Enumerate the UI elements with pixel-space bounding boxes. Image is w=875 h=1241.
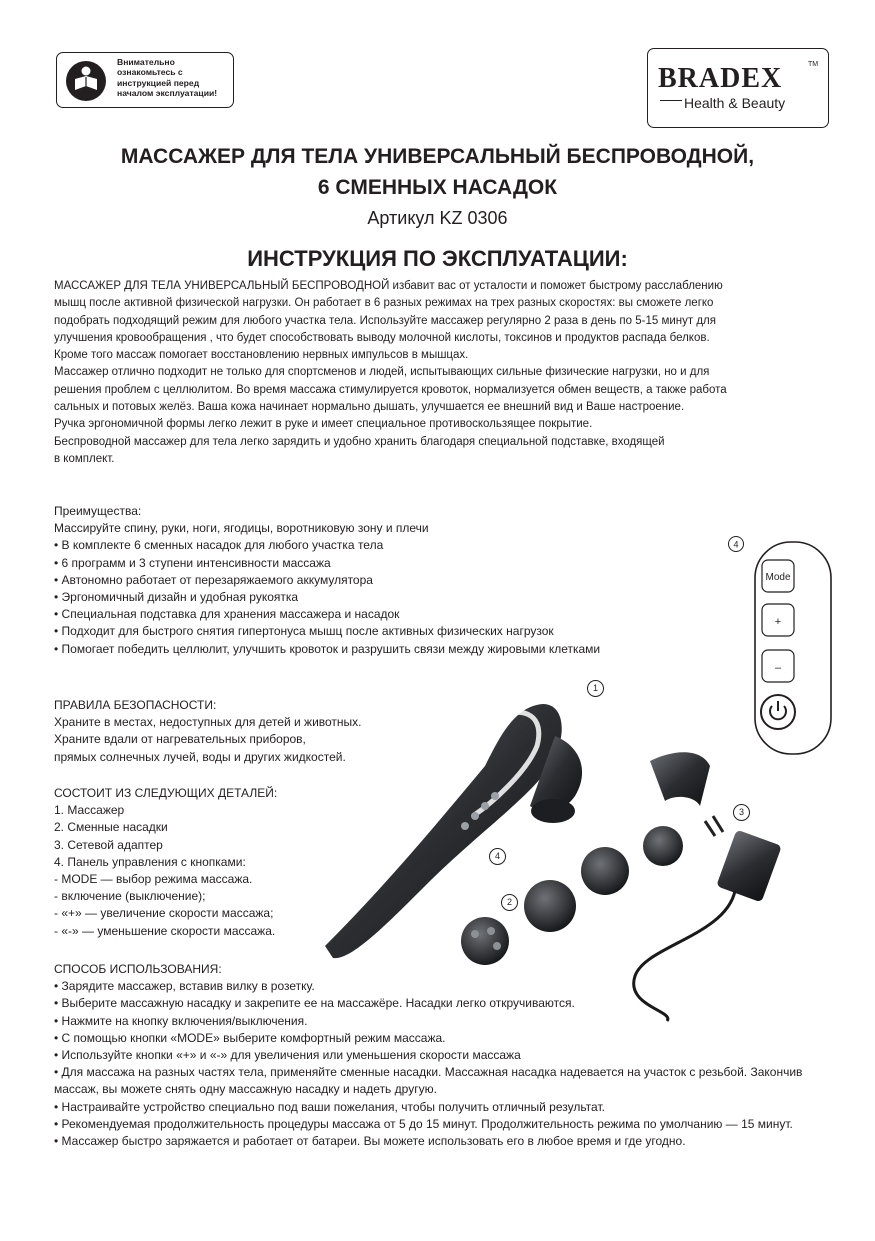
advantage-item: • Помогает победить целлюлит, улучшить кровоток и разрушить связи между жировыми клетками <box>54 641 601 656</box>
product-title-line2: 6 СМЕННЫХ НАСАДОК <box>317 176 558 199</box>
safety-item: Храните в местах, недоступных для детей и животных. <box>54 715 362 730</box>
intro-line: в комплект. <box>54 452 115 465</box>
intro-line: Беспроводной массажер для тела легко зарядить и удобно хранить благодаря специальной подставке, входящей <box>54 435 665 448</box>
manual-heading: ИНСТРУКЦИЯ ПО ЭКСПЛУАТАЦИИ: <box>247 246 628 271</box>
safety-heading: ПРАВИЛА БЕЗОПАСНОСТИ: <box>54 698 217 712</box>
photo-callout-4: 4 <box>489 848 506 865</box>
advantage-item: • Автономно работает от перезаряжаемого аккумулятора <box>54 572 373 587</box>
brand-logo <box>647 48 829 128</box>
read-manual-icon <box>65 60 107 102</box>
intro-line: решения проблем с целлюлитом. Во время массажа стимулируется кровоток, нормализуется обмен веществ, а также работа <box>54 383 727 396</box>
safety-item: прямых солнечных лучей, воды и других жидкостей. <box>54 749 346 764</box>
brand-trademark: TM <box>808 61 819 68</box>
advantages-heading: Преимущества: <box>54 504 142 518</box>
part-item: - включение (выключение); <box>54 889 206 904</box>
product-photo <box>305 676 825 1036</box>
attachment-round <box>524 880 576 932</box>
advantage-item: Массируйте спину, руки, ноги, ягодицы, воротниковую зону и плечи <box>54 521 429 536</box>
usage-item: • Используйте кнопки «+» и «-» для увеличения или уменьшения скорости массажа <box>54 1048 521 1063</box>
brand-divider <box>660 100 682 101</box>
advantages-section <box>54 503 600 658</box>
intro-line: сальных и потовых желёз. Ваша кожа начинает нормально дышать, улучшается ее внешний вид и Ваше настроение. <box>54 401 685 414</box>
usage-item: • Массажер быстро заряжается и работает от батареи. Вы можете использовать его в любое время и где угодно. <box>54 1134 686 1149</box>
photo-callout-2: 2 <box>501 894 518 911</box>
usage-heading: СПОСОБ ИСПОЛЬЗОВАНИЯ: <box>54 962 222 976</box>
part-item: - MODE — выбор режима массажа. <box>54 872 253 887</box>
massager-illustration <box>305 676 825 1036</box>
intro-line: мышц после активной физической нагрузки. Он работает в 6 разных режимах на трех разных скоростях: вы сможете легко <box>54 297 714 310</box>
advantage-item: • В комплекте 6 сменных насадок для любого участка тела <box>54 538 384 553</box>
part-item: 4. Панель управления с кнопками: <box>54 854 246 869</box>
usage-item: • Рекомендуемая продолжительность процедуры массажа от 5 до 15 минут. Продолжительность режима по умолчанию — 15 минут. <box>54 1116 793 1131</box>
attachment-ball <box>643 826 683 866</box>
part-item: - «-» — уменьшение скорости массажа. <box>54 923 276 938</box>
minus-label: – <box>774 662 782 674</box>
mode-label: Mode <box>765 572 791 583</box>
advantage-item: • 6 программ и 3 ступени интенсивности массажа <box>54 555 331 570</box>
part-item: 3. Сетевой адаптер <box>54 837 163 852</box>
intro-line: Массажер отлично подходит не только для спортсменов и людей, испытывающих сильные физические нагрузки, но и для <box>54 366 710 379</box>
parts-heading: СОСТОИТ ИЗ СЛЕДУЮЩИХ ДЕТАЛЕЙ: <box>54 786 278 800</box>
attachment-spiked <box>581 847 629 895</box>
usage-item: • Выберите массажную насадку и закрепите ее на массажёре. Насадки легко откручиваются. <box>54 996 575 1011</box>
notice-text: Внимательно ознакомьтесь с инструкцией перед началом эксплуатации! <box>117 57 218 99</box>
part-item: - «+» — увеличение скорости массажа; <box>54 906 274 921</box>
usage-item: • Нажмите на кнопку включения/выключения. <box>54 1013 308 1028</box>
massager-body <box>325 704 562 958</box>
product-title-line1: МАССАЖЕР ДЛЯ ТЕЛА УНИВЕРСАЛЬНЫЙ БЕСПРОВОДНОЙ, <box>120 145 755 168</box>
read-instructions-notice <box>56 52 234 108</box>
photo-callout-3: 3 <box>733 804 750 821</box>
brand-name: BRADEX <box>658 63 783 94</box>
advantage-item: • Эргономичный дизайн и удобная рукоятка <box>54 590 299 605</box>
plus-label: + <box>774 616 782 628</box>
usage-item: • Настраивайте устройство специально под ваши пожелания, чтобы получить отличный результат. <box>54 1099 605 1114</box>
adapter-cable <box>634 891 735 1021</box>
intro-line: подобрать подходящий режим для любого участка тела. Используйте массажер регулярно 2 раза в день по 5-15 минут для <box>54 314 716 327</box>
brand-subtitle: Health & Beauty <box>684 95 786 111</box>
intro-line: Кроме того массаж помогает восстановлению нервных импульсов в мышцах. <box>54 349 469 362</box>
photo-callout-1: 1 <box>587 680 604 697</box>
advantage-item: • Подходит для быстрого снятия гипертонуса мышц после активных физических нагрузок <box>54 624 554 639</box>
intro-text <box>54 278 824 468</box>
panel-callout-label: 4 <box>733 539 739 550</box>
attachment-curved <box>650 752 710 806</box>
part-item: 1. Массажер <box>54 803 125 818</box>
intro-line: улучшения кровообращения , что будет способствовать выводу молочной кислоты, токсинов и продуктов распада белков. <box>54 331 710 344</box>
power-adapter <box>716 830 782 903</box>
intro-line: МАССАЖЕР ДЛЯ ТЕЛА УНИВЕРСАЛЬНЫЙ БЕСПРОВОДНОЙ избавит вас от усталости и поможет быстрому расслаблению <box>54 280 723 292</box>
usage-item: • Зарядите массажер, вставив вилку в розетку. <box>54 979 315 994</box>
advantage-item: • Специальная подставка для хранения массажера и насадок <box>54 607 400 622</box>
usage-item: • Для массажа на разных частях тела, применяйте сменные насадки. Массажная насадка надевается на участок с резьбой. Закончив массаж, вы можете снять одну массажную насадку и надеть другую. <box>54 1065 803 1097</box>
article-number: Артикул KZ 0306 <box>367 208 508 228</box>
parts-section <box>54 785 277 940</box>
intro-line: Ручка эргономичной формы легко лежит в руке и имеет специальное противоскользящее покрытие. <box>54 418 593 431</box>
attachment-multi <box>461 917 509 965</box>
usage-item: • С помощью кнопки «MODE» выберите комфортный режим массажа. <box>54 1030 446 1045</box>
part-item: 2. Сменные насадки <box>54 820 168 835</box>
safety-item: Храните вдали от нагревательных приборов, <box>54 732 306 747</box>
